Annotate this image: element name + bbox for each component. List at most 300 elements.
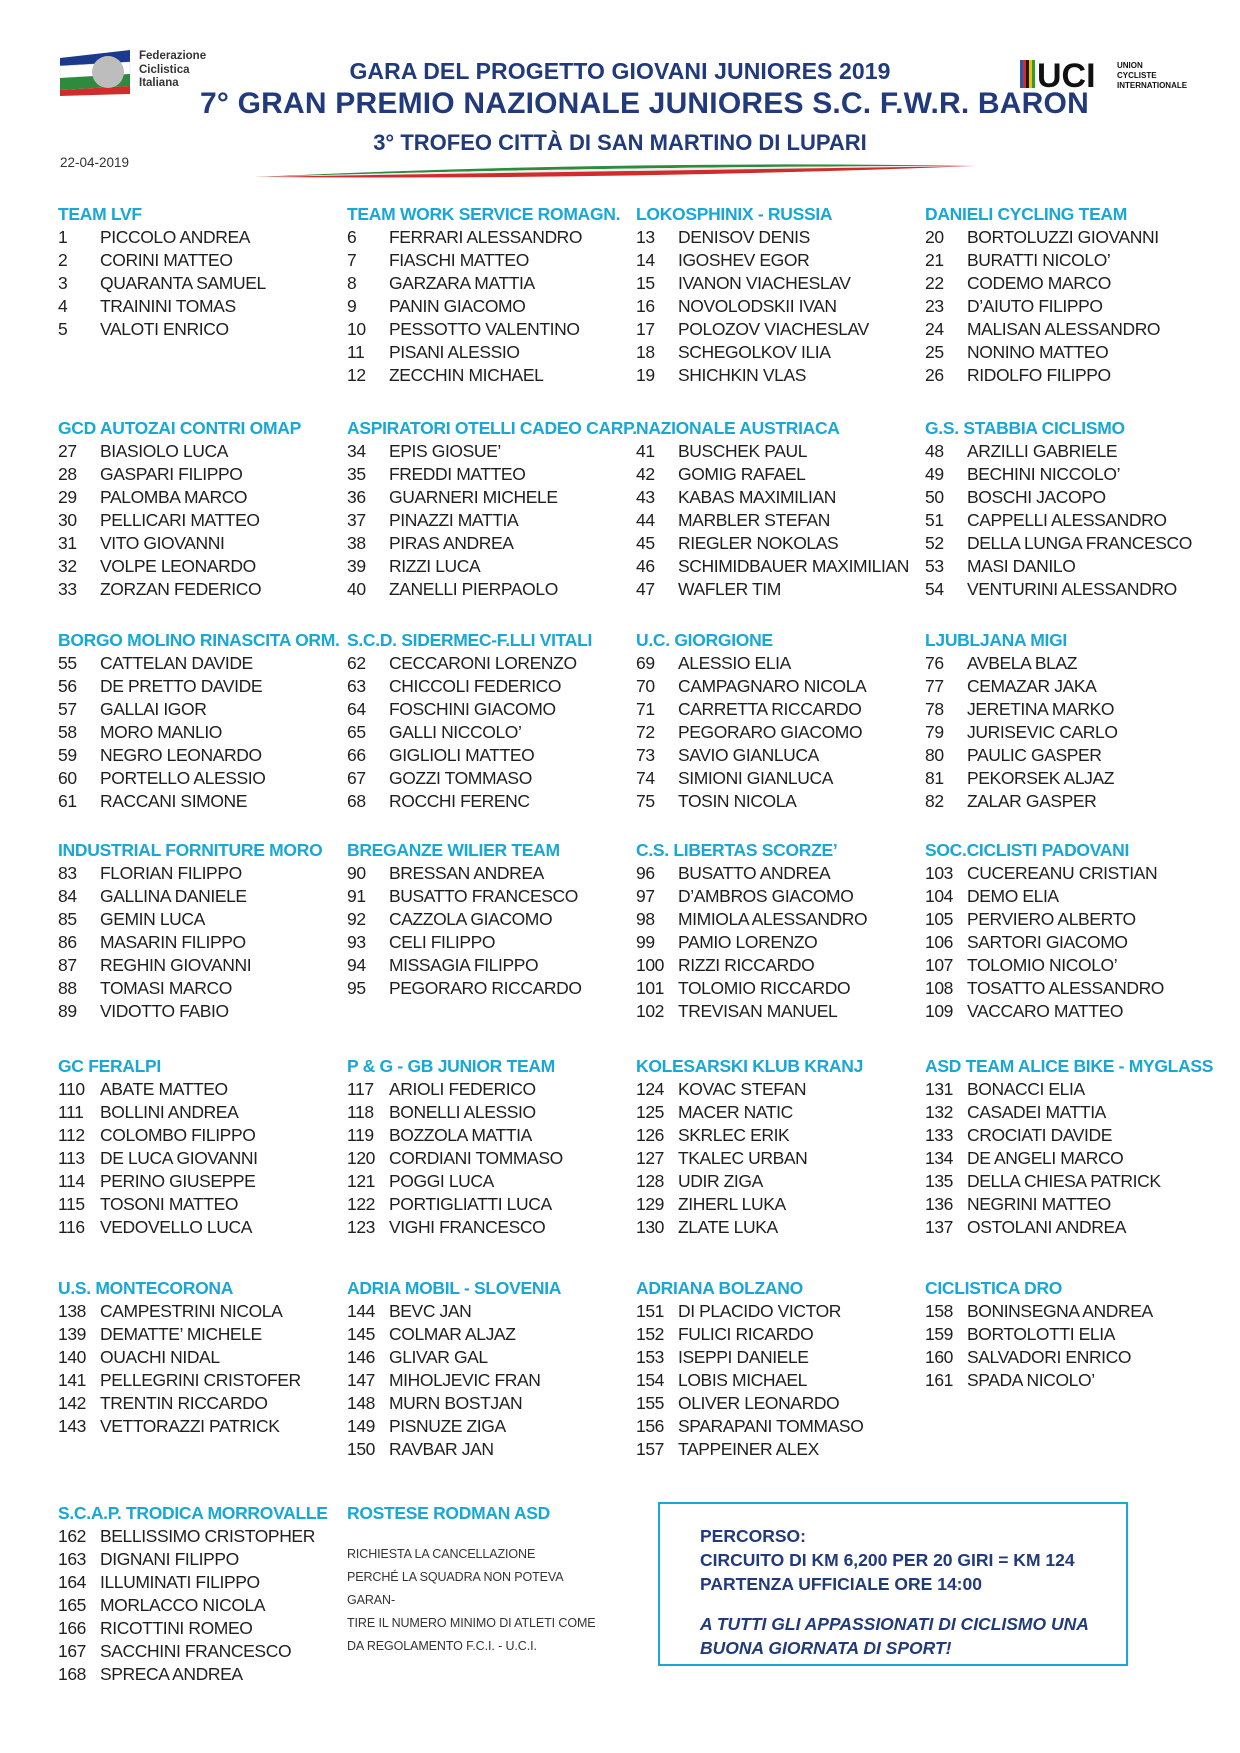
rider-number: 68 <box>347 791 366 811</box>
rider-row <box>347 675 627 698</box>
rider-row <box>636 744 916 767</box>
rider-row <box>347 578 627 601</box>
rider-row <box>636 486 916 509</box>
rider-row <box>636 272 916 295</box>
rider-row <box>925 440 1205 463</box>
rider-name: SAVIO GIANLUCA <box>678 745 819 765</box>
rider-row <box>347 721 627 744</box>
rider-number: 37 <box>347 510 366 530</box>
rider-name: VITO GIOVANNI <box>100 533 225 553</box>
rider-number: 167 <box>58 1641 86 1661</box>
rider-row <box>636 249 916 272</box>
rider-name: UDIR ZIGA <box>678 1171 763 1191</box>
rider-name: CAPPELLI ALESSANDRO <box>967 510 1167 530</box>
rider-name: ZORZAN FEDERICO <box>100 579 262 599</box>
rider-name: PELLEGRINI CRISTOFER <box>100 1370 301 1390</box>
rider-row <box>58 1392 338 1415</box>
rider-row <box>58 1571 338 1594</box>
fci-line-1: Federazione <box>139 50 207 62</box>
rider-name: MISSAGIA FILIPPO <box>389 955 539 975</box>
rider-name: FERRARI ALESSANDRO <box>389 227 583 247</box>
rider-number: 10 <box>347 319 366 339</box>
rider-name: VIGHI FRANCESCO <box>389 1217 546 1237</box>
rider-row <box>636 790 916 813</box>
rider-number: 101 <box>636 978 664 998</box>
rider-number: 36 <box>347 487 366 507</box>
rider-row <box>636 295 916 318</box>
team-block <box>347 1055 627 1239</box>
rider-row <box>636 1300 916 1323</box>
rider-name: IGOSHEV EGOR <box>678 250 810 270</box>
team-block <box>347 417 637 601</box>
rider-number: 130 <box>636 1217 664 1237</box>
rider-name: GEMIN LUCA <box>100 909 205 929</box>
rider-name: RACCANI SIMONE <box>100 791 248 811</box>
rider-number: 62 <box>347 653 366 673</box>
rider-name: SCHEGOLKOV ILIA <box>678 342 831 362</box>
rider-name: OUACHI NIDAL <box>100 1347 220 1367</box>
team-name: ASD TEAM ALICE BIKE - MYGLASS <box>925 1056 1214 1076</box>
rider-number: 115 <box>58 1194 85 1214</box>
uci-line-1: UNION <box>1117 61 1143 70</box>
rider-name: CECCARONI LORENZO <box>389 653 577 673</box>
rider-row <box>925 1323 1205 1346</box>
rider-number: 88 <box>58 978 77 998</box>
rider-name: FREDDI MATTEO <box>389 464 526 484</box>
team-name: ROSTESE RODMAN ASD <box>347 1503 550 1523</box>
rider-number: 114 <box>58 1171 85 1191</box>
rider-row <box>925 1101 1205 1124</box>
team-block <box>925 629 1205 813</box>
rider-row <box>636 908 916 931</box>
rider-name: CUCEREANU CRISTIAN <box>967 863 1158 883</box>
rider-name: CASADEI MATTIA <box>967 1102 1106 1122</box>
rider-row <box>925 1170 1205 1193</box>
team-name: LOKOSPHINIX - RUSSIA <box>636 204 833 224</box>
rider-row <box>58 1101 338 1124</box>
rider-number: 25 <box>925 342 944 362</box>
rider-number: 9 <box>347 296 357 316</box>
rider-row <box>636 721 916 744</box>
rider-row <box>925 744 1205 767</box>
rider-number: 151 <box>636 1301 664 1321</box>
rider-name: MACER NATIC <box>678 1102 793 1122</box>
rider-name: FOSCHINI GIACOMO <box>389 699 556 719</box>
rider-name: SPRECA ANDREA <box>100 1664 243 1684</box>
rider-row <box>347 885 627 908</box>
rider-number: 150 <box>347 1439 375 1459</box>
team-name: S.C.A.P. TRODICA MORROVALLE <box>58 1503 328 1523</box>
rider-name: TRENTIN RICCARDO <box>100 1393 268 1413</box>
rider-name: DE PRETTO DAVIDE <box>100 676 263 696</box>
team-block <box>925 1277 1205 1392</box>
rider-number: 1 <box>58 227 68 247</box>
rider-name: DENISOV DENIS <box>678 227 810 247</box>
rider-number: 73 <box>636 745 655 765</box>
rider-row <box>58 767 338 790</box>
rider-number: 42 <box>636 464 655 484</box>
rider-name: FIASCHI MATTEO <box>389 250 529 270</box>
rider-number: 108 <box>925 978 953 998</box>
team-name: U.S. MONTECORONA <box>58 1278 234 1298</box>
rider-name: TOLOMIO NICOLO’ <box>967 955 1118 975</box>
rider-number: 21 <box>925 250 944 270</box>
rider-name: DEMATTE’ MICHELE <box>100 1324 262 1344</box>
rider-number: 109 <box>925 1001 953 1021</box>
rider-row <box>925 532 1205 555</box>
rider-row <box>58 652 338 675</box>
rider-row <box>925 509 1205 532</box>
rider-row <box>58 555 338 578</box>
rider-name: KOVAC STEFAN <box>678 1079 807 1099</box>
rider-name: BUSCHEK PAUL <box>678 441 808 461</box>
rider-row <box>925 885 1205 908</box>
rider-name: MORLACCO NICOLA <box>100 1595 266 1615</box>
rider-name: RAVBAR JAN <box>389 1439 494 1459</box>
rider-row <box>58 1415 338 1438</box>
rider-name: BOSCHI JACOPO <box>967 487 1106 507</box>
rider-row <box>636 226 916 249</box>
team-name: NAZIONALE AUSTRIACA <box>636 418 840 438</box>
team-block <box>58 1502 338 1686</box>
rider-number: 66 <box>347 745 366 765</box>
rider-name: PINAZZI MATTIA <box>389 510 519 530</box>
rider-number: 148 <box>347 1393 375 1413</box>
rider-row <box>347 1147 627 1170</box>
rider-name: FLORIAN FILIPPO <box>100 863 242 883</box>
rider-name: POGGI LUCA <box>389 1171 494 1191</box>
rider-name: GALLI NICCOLO’ <box>389 722 522 742</box>
rider-number: 155 <box>636 1393 664 1413</box>
rider-number: 163 <box>58 1549 86 1569</box>
rider-row <box>58 463 338 486</box>
rider-number: 63 <box>347 676 366 696</box>
rider-row <box>347 767 627 790</box>
rider-name: GALLINA DANIELE <box>100 886 247 906</box>
rider-number: 119 <box>347 1125 374 1145</box>
rider-number: 158 <box>925 1301 953 1321</box>
course-heading: PERCORSO: <box>700 1526 806 1546</box>
rider-name: MALISAN ALESSANDRO <box>967 319 1161 339</box>
rider-name: PISANI ALESSIO <box>389 342 520 362</box>
team-name: S.C.D. SIDERMEC-F.LLI VITALI <box>347 630 593 650</box>
rider-name: ILLUMINATI FILIPPO <box>100 1572 260 1592</box>
rider-number: 132 <box>925 1102 953 1122</box>
rider-row <box>347 318 627 341</box>
team-block <box>58 839 338 1023</box>
team-name: TEAM WORK SERVICE ROMAGN. <box>347 204 621 224</box>
rider-row <box>925 1216 1205 1239</box>
rider-number: 79 <box>925 722 944 742</box>
rider-name: MASARIN FILIPPO <box>100 932 246 952</box>
rider-number: 44 <box>636 510 655 530</box>
rider-name: BONELLI ALESSIO <box>389 1102 536 1122</box>
rider-row <box>347 698 627 721</box>
rider-number: 6 <box>347 227 357 247</box>
rider-row <box>58 578 338 601</box>
rider-name: RIDOLFO FILIPPO <box>967 365 1111 385</box>
rider-row <box>58 1346 338 1369</box>
rider-row <box>58 931 338 954</box>
rider-row <box>636 1000 916 1023</box>
rider-name: PERINO GIUSEPPE <box>100 1171 256 1191</box>
rider-name: TKALEC URBAN <box>678 1148 808 1168</box>
rider-row <box>636 931 916 954</box>
rider-number: 94 <box>347 955 366 975</box>
note-line: TIRE IL NUMERO MINIMO DI ATLETI COME <box>347 1616 596 1630</box>
rider-number: 35 <box>347 464 366 484</box>
rider-row <box>347 249 627 272</box>
rider-row <box>636 318 916 341</box>
rider-name: GUARNERI MICHELE <box>389 487 558 507</box>
rider-name: PAULIC GASPER <box>967 745 1102 765</box>
rider-name: WAFLER TIM <box>678 579 781 599</box>
team-block <box>58 417 338 601</box>
rider-name: PICCOLO ANDREA <box>100 227 250 247</box>
rider-number: 77 <box>925 676 944 696</box>
rider-number: 121 <box>347 1171 375 1191</box>
rider-row <box>925 341 1205 364</box>
rider-row <box>58 532 338 555</box>
rider-number: 149 <box>347 1416 375 1436</box>
start-time: PARTENZA UFFICIALE ORE 14:00 <box>700 1574 982 1594</box>
rider-number: 46 <box>636 556 655 576</box>
rider-row <box>347 1078 627 1101</box>
event-main-title: 7° GRAN PREMIO NAZIONALE JUNIORES S.C. F.W.R. BARON <box>200 87 1089 120</box>
rider-row <box>58 1147 338 1170</box>
rider-number: 3 <box>58 273 68 293</box>
rider-number: 137 <box>925 1217 953 1237</box>
rider-row <box>347 226 627 249</box>
team-name: GC FERALPI <box>58 1056 161 1076</box>
rider-number: 136 <box>925 1194 953 1214</box>
rider-number: 82 <box>925 791 944 811</box>
rider-row <box>58 862 338 885</box>
rider-row <box>58 226 338 249</box>
rider-name: REGHIN GIOVANNI <box>100 955 252 975</box>
rider-row <box>925 977 1205 1000</box>
rider-number: 143 <box>58 1416 86 1436</box>
rider-row <box>58 1216 338 1239</box>
team-block <box>58 1277 338 1438</box>
rider-number: 93 <box>347 932 366 952</box>
rider-row <box>58 1640 338 1663</box>
rider-row <box>58 1369 338 1392</box>
team-name: ASPIRATORI OTELLI CADEO CARP. <box>347 418 637 438</box>
rider-number: 4 <box>58 296 68 316</box>
rider-row <box>636 1369 916 1392</box>
rider-row <box>58 1594 338 1617</box>
rider-row <box>925 908 1205 931</box>
rider-name: TREVISAN MANUEL <box>678 1001 838 1021</box>
team-name: BORGO MOLINO RINASCITA ORM. <box>58 630 340 650</box>
rider-name: ARZILLI GABRIELE <box>967 441 1118 461</box>
rider-name: BIASIOLO LUCA <box>100 441 229 461</box>
rider-number: 61 <box>58 791 77 811</box>
rider-number: 131 <box>925 1079 953 1099</box>
rider-row <box>925 1078 1205 1101</box>
team-block <box>636 417 916 601</box>
rider-number: 162 <box>58 1526 86 1546</box>
rider-number: 135 <box>925 1171 953 1191</box>
rider-number: 16 <box>636 296 655 316</box>
rider-name: SPARAPANI TOMMASO <box>678 1416 864 1436</box>
team-block <box>925 203 1205 387</box>
rider-row <box>58 440 338 463</box>
rider-number: 165 <box>58 1595 86 1615</box>
rider-number: 142 <box>58 1393 86 1413</box>
rider-number: 31 <box>58 533 77 553</box>
rider-row <box>925 1147 1205 1170</box>
rider-number: 133 <box>925 1125 953 1145</box>
rider-name: CODEMO MARCO <box>967 273 1111 293</box>
rider-row <box>58 1000 338 1023</box>
rider-number: 39 <box>347 556 366 576</box>
rider-row <box>636 578 916 601</box>
rider-row <box>636 1415 916 1438</box>
rider-number: 86 <box>58 932 77 952</box>
rider-number: 138 <box>58 1301 86 1321</box>
rider-name: SARTORI GIACOMO <box>967 932 1128 952</box>
rider-number: 104 <box>925 886 953 906</box>
rider-name: VOLPE LEONARDO <box>100 556 256 576</box>
rider-name: PALOMBA MARCO <box>100 487 248 507</box>
rider-row <box>636 1078 916 1101</box>
rider-name: BOZZOLA MATTIA <box>389 1125 532 1145</box>
rider-name: SACCHINI FRANCESCO <box>100 1641 292 1661</box>
rider-number: 106 <box>925 932 953 952</box>
rider-number: 69 <box>636 653 655 673</box>
rider-row <box>636 1323 916 1346</box>
rider-name: BUSATTO ANDREA <box>678 863 831 883</box>
rider-number: 95 <box>347 978 366 998</box>
event-series-title: GARA DEL PROGETTO GIOVANI JUNIORES 2019 <box>349 58 891 84</box>
rider-row <box>347 463 627 486</box>
rider-name: NONINO MATTEO <box>967 342 1109 362</box>
team-name: ADRIANA BOLZANO <box>636 1278 803 1298</box>
rider-name: PELLICARI MATTEO <box>100 510 260 530</box>
rider-name: GASPARI FILIPPO <box>100 464 243 484</box>
rider-name: MIMIOLA ALESSANDRO <box>678 909 868 929</box>
team-block <box>925 839 1205 1023</box>
rider-name: BOLLINI ANDREA <box>100 1102 239 1122</box>
team-name: SOC.CICLISTI PADOVANI <box>925 840 1130 860</box>
team-block <box>636 203 916 387</box>
rider-number: 129 <box>636 1194 664 1214</box>
rider-number: 45 <box>636 533 655 553</box>
rider-row <box>925 790 1205 813</box>
rider-number: 80 <box>925 745 944 765</box>
rider-row <box>925 1369 1205 1392</box>
rider-number: 64 <box>347 699 366 719</box>
rider-row <box>925 272 1205 295</box>
rider-number: 103 <box>925 863 953 883</box>
rider-number: 29 <box>58 487 77 507</box>
rider-row <box>58 1525 338 1548</box>
rider-number: 116 <box>58 1217 85 1237</box>
team-name: ADRIA MOBIL - SLOVENIA <box>347 1278 562 1298</box>
rider-name: NEGRO LEONARDO <box>100 745 262 765</box>
rider-number: 32 <box>58 556 77 576</box>
rider-name: ZECCHIN MICHAEL <box>389 365 544 385</box>
rider-number: 13 <box>636 227 655 247</box>
rider-name: ZALAR GASPER <box>967 791 1097 811</box>
rider-row <box>636 977 916 1000</box>
rider-name: TAPPEINER ALEX <box>678 1439 819 1459</box>
rider-row <box>925 931 1205 954</box>
rider-number: 40 <box>347 579 366 599</box>
rider-name: CEMAZAR JAKA <box>967 676 1097 696</box>
rider-number: 112 <box>58 1125 85 1145</box>
rider-row <box>925 954 1205 977</box>
rider-number: 139 <box>58 1324 86 1344</box>
rider-name: PEGORARO GIACOMO <box>678 722 863 742</box>
rider-row <box>58 1300 338 1323</box>
event-trophy-title: 3° TROFEO CITTÀ DI SAN MARTINO DI LUPARI <box>373 130 867 155</box>
rider-name: PIRAS ANDREA <box>389 533 514 553</box>
rider-row <box>58 1193 338 1216</box>
team-block <box>636 1277 916 1461</box>
rider-number: 53 <box>925 556 944 576</box>
team-name: BREGANZE WILIER TEAM <box>347 840 560 860</box>
rider-name: CELI FILIPPO <box>389 932 496 952</box>
rider-number: 157 <box>636 1439 664 1459</box>
course-distance: CIRCUITO DI KM 6,200 PER 20 GIRI = KM 124 <box>700 1550 1075 1570</box>
rider-name: GALLAI IGOR <box>100 699 207 719</box>
rider-number: 159 <box>925 1324 953 1344</box>
rider-row <box>347 1193 627 1216</box>
rider-number: 99 <box>636 932 655 952</box>
rider-number: 166 <box>58 1618 86 1638</box>
rider-name: CORDIANI TOMMASO <box>389 1148 563 1168</box>
rider-row <box>636 767 916 790</box>
rider-number: 90 <box>347 863 366 883</box>
rider-number: 123 <box>347 1217 375 1237</box>
rider-row <box>347 341 627 364</box>
rider-row <box>925 1300 1205 1323</box>
rider-number: 55 <box>58 653 77 673</box>
rider-row <box>347 790 627 813</box>
rider-name: ZLATE LUKA <box>678 1217 778 1237</box>
rider-row <box>925 295 1205 318</box>
rider-row <box>636 652 916 675</box>
rider-name: PESSOTTO VALENTINO <box>389 319 580 339</box>
rider-number: 14 <box>636 250 655 270</box>
rider-name: NEGRINI MATTEO <box>967 1194 1111 1214</box>
rider-row <box>58 885 338 908</box>
rider-number: 30 <box>58 510 77 530</box>
tricolor-swoosh <box>255 160 975 186</box>
rider-number: 100 <box>636 955 664 975</box>
rider-number: 54 <box>925 579 944 599</box>
rider-row <box>347 1216 627 1239</box>
rider-name: MARBLER STEFAN <box>678 510 830 530</box>
rider-number: 122 <box>347 1194 375 1214</box>
rider-row <box>347 1323 627 1346</box>
rider-name: SIMIONI GIANLUCA <box>678 768 834 788</box>
rider-row <box>636 862 916 885</box>
team-block <box>636 1055 916 1239</box>
rider-row <box>636 1147 916 1170</box>
rider-row <box>636 675 916 698</box>
rider-name: VEDOVELLO LUCA <box>100 1217 252 1237</box>
rider-name: SALVADORI ENRICO <box>967 1347 1132 1367</box>
rider-row <box>925 767 1205 790</box>
rider-number: 75 <box>636 791 655 811</box>
rider-row <box>347 1415 627 1438</box>
rider-row <box>636 509 916 532</box>
team-name: DANIELI CYCLING TEAM <box>925 204 1128 224</box>
